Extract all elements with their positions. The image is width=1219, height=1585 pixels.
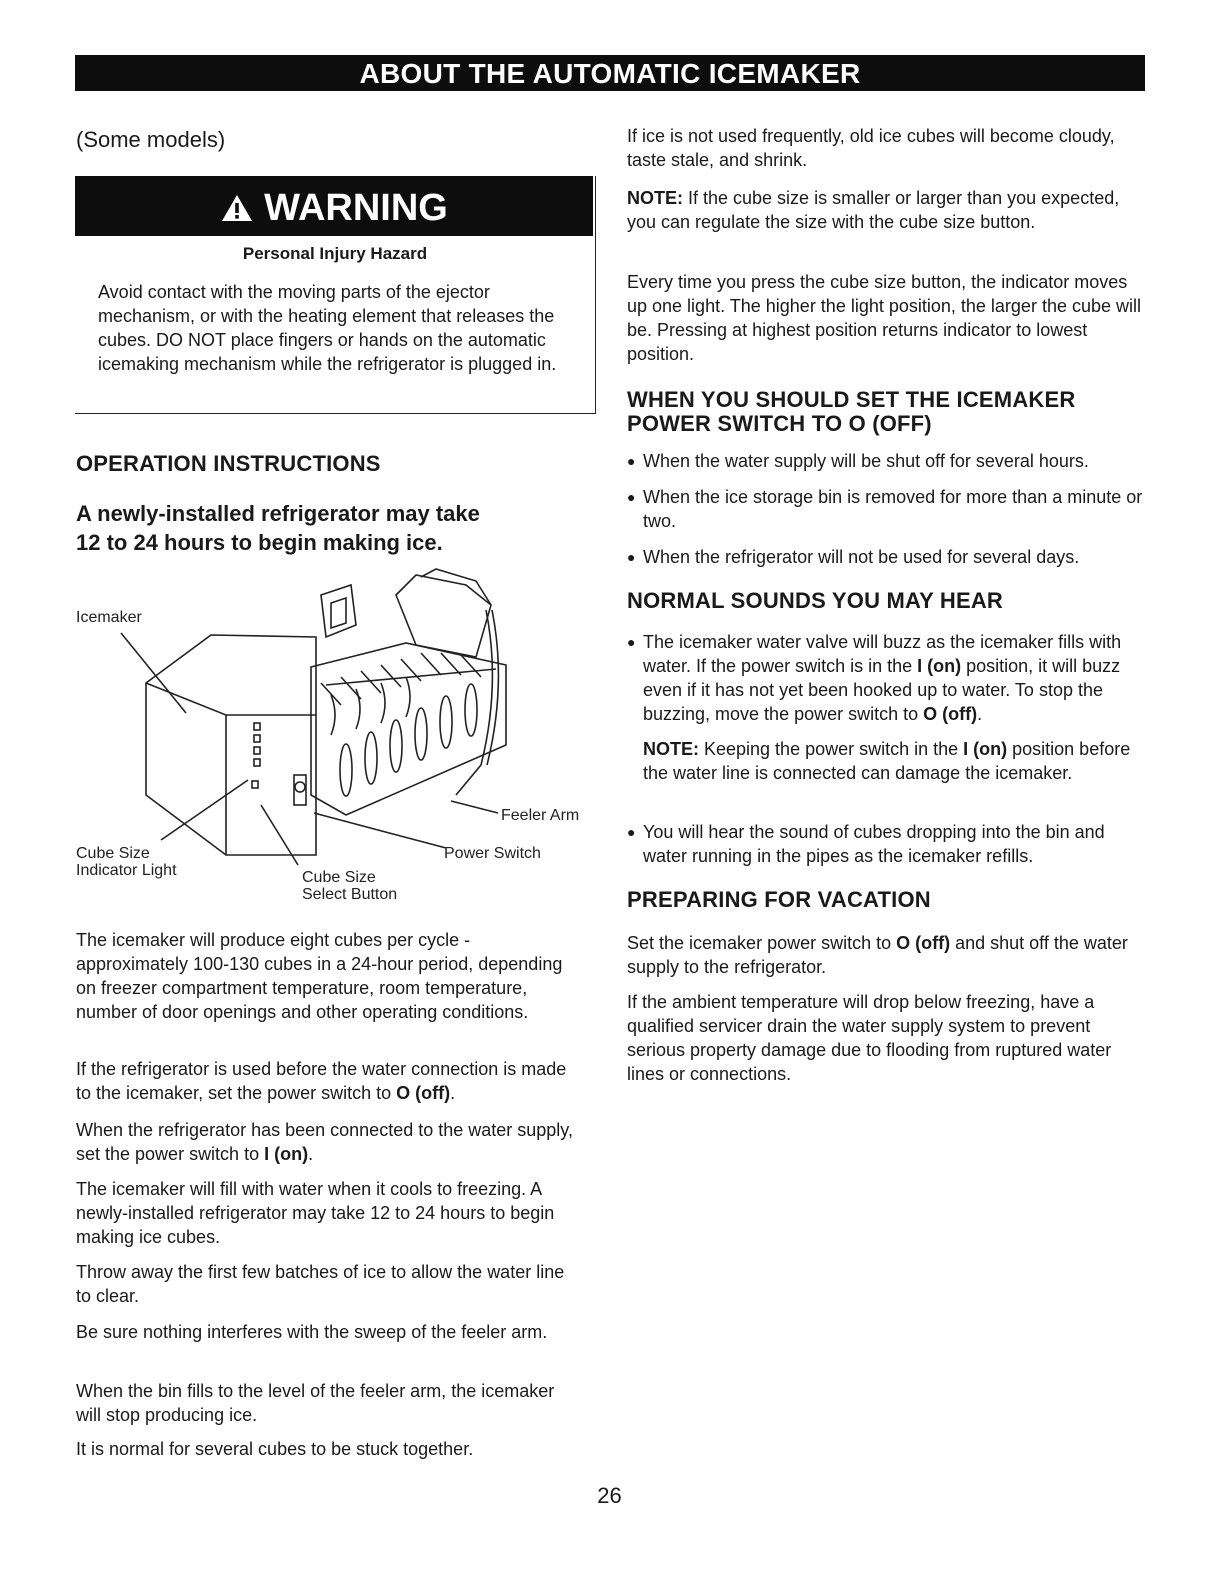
right-paragraph-2: Every time you press the cube size button, the indicator moves up one light. The higher the light position, the larger the cube will be. Pressing at highest position returns indicator to lowest position. [627, 272, 1141, 364]
left-paragraph-7: When the bin fills to the level of the feeler arm, the icemaker will stop producing ice. [76, 1381, 555, 1425]
warning-title: WARNING [264, 187, 448, 229]
cube-size-indicator-label-line2: Indicator Light [76, 862, 177, 879]
icemaker-illustration [121, 569, 506, 865]
sounds-bullet-list-2 [627, 820, 1147, 868]
left-paragraph-4: The icemaker will fill with water when it cools to freezing. A newly-installed refrigerator may take 12 to 24 hours to begin making ice cubes. [76, 1179, 555, 1247]
sounds-bullet-list [627, 630, 1147, 726]
warning-header [75, 176, 593, 236]
warning-body: Avoid contact with the moving parts of the ejector mechanism, or with the heating element that releases the cubes. DO NOT place fingers or hands on the automatic icemaking mechanism while the refrigerator is plugged in. [98, 282, 557, 374]
newly-installed-heading-line2: 12 to 24 hours to begin making ice. [76, 530, 443, 555]
page-number: 26 [597, 1483, 622, 1508]
left-paragraph-5: Throw away the first few batches of ice to allow the water line to clear. [76, 1262, 565, 1306]
cube-size-indicator-label-line1: Cube Size [76, 845, 150, 862]
warning-triangle-icon [220, 193, 254, 223]
vacation-paragraph-2: If the ambient temperature will drop below freezing, have a qualified servicer drain the water supply system to prevent serious property damage due to flooding from ruptured water lines or connections. [627, 992, 1112, 1084]
off-bullet-item: ● When the refrigerator will not be used for several days. [627, 547, 1080, 567]
bullet-icon: ● [627, 634, 636, 650]
sounds-bullet-item: ● The icemaker water valve will buzz as the icemaker fills with water. If the power switch is in the I (on) position, it will buzz even if it has not yet been hooked up to water. To stop the buzzing, move the power switch to O (off). [627, 632, 1122, 724]
cube-size-select-label-line1: Cube Size [302, 869, 376, 886]
bullet-icon: ● [627, 453, 636, 469]
left-paragraph-8: It is normal for several cubes to be stuck together. [76, 1439, 474, 1459]
bullet-icon: ● [627, 824, 636, 840]
vacation-heading: PREPARING FOR VACATION [627, 887, 931, 912]
vacation-paragraph-1: Set the icemaker power switch to O (off) and shut off the water supply to the refrigerator. [627, 933, 1128, 977]
right-note-1: NOTE: If the cube size is smaller or larger than you expected, you can regulate the size with the cube size button. [627, 188, 1120, 232]
sounds-bullet-item: ● You will hear the sound of cubes dropping into the bin and water running in the pipes as the icemaker refills. [627, 822, 1105, 866]
left-paragraph-2: If the refrigerator is used before the water connection is made to the icemaker, set the power switch to O (off). [76, 1059, 567, 1103]
sounds-note: NOTE: Keeping the power switch in the I (on) position before the water line is connected can damage the icemaker. [643, 739, 1131, 783]
off-heading-line2: POWER SWITCH TO O (OFF) [627, 411, 932, 436]
page-header-banner: ABOUT THE AUTOMATIC ICEMAKER [75, 55, 1145, 91]
off-bullet-item: ● When the water supply will be shut off for several hours. [627, 451, 1089, 471]
bullet-icon: ● [627, 489, 636, 505]
off-heading-line1: WHEN YOU SHOULD SET THE ICEMAKER [627, 387, 1076, 412]
off-bullet-list [627, 449, 1147, 569]
left-paragraph-1: The icemaker will produce eight cubes per cycle - approximately 100-130 cubes in a 24-hour period, depending on freezer compartment temperature, room temperature, number of door openings and other operating conditions. [76, 930, 563, 1022]
warning-subtitle: Personal Injury Hazard [242, 244, 428, 263]
operation-heading: OPERATION INSTRUCTIONS [76, 451, 381, 476]
some-models-note: (Some models) [76, 127, 226, 152]
sounds-heading: NORMAL SOUNDS YOU MAY HEAR [627, 588, 1003, 613]
left-paragraph-3: When the refrigerator has been connected to the water supply, set the power switch to I (on). [76, 1120, 573, 1164]
right-paragraph-1: If ice is not used frequently, old ice cubes will become cloudy, taste stale, and shrink. [627, 126, 1115, 170]
left-paragraph-6: Be sure nothing interferes with the sweep of the feeler arm. [76, 1322, 548, 1342]
bullet-icon: ● [627, 549, 636, 565]
cube-size-select-label-line2: Select Button [302, 886, 398, 903]
icemaker-label: Icemaker [76, 609, 142, 626]
power-switch-label: Power Switch [444, 845, 541, 862]
newly-installed-heading-line1: A newly-installed refrigerator may take [76, 501, 480, 526]
off-bullet-item: ● When the ice storage bin is removed for more than a minute or two. [627, 487, 1143, 531]
icemaker-diagram [76, 565, 596, 910]
feeler-arm-label: Feeler Arm [501, 807, 580, 824]
